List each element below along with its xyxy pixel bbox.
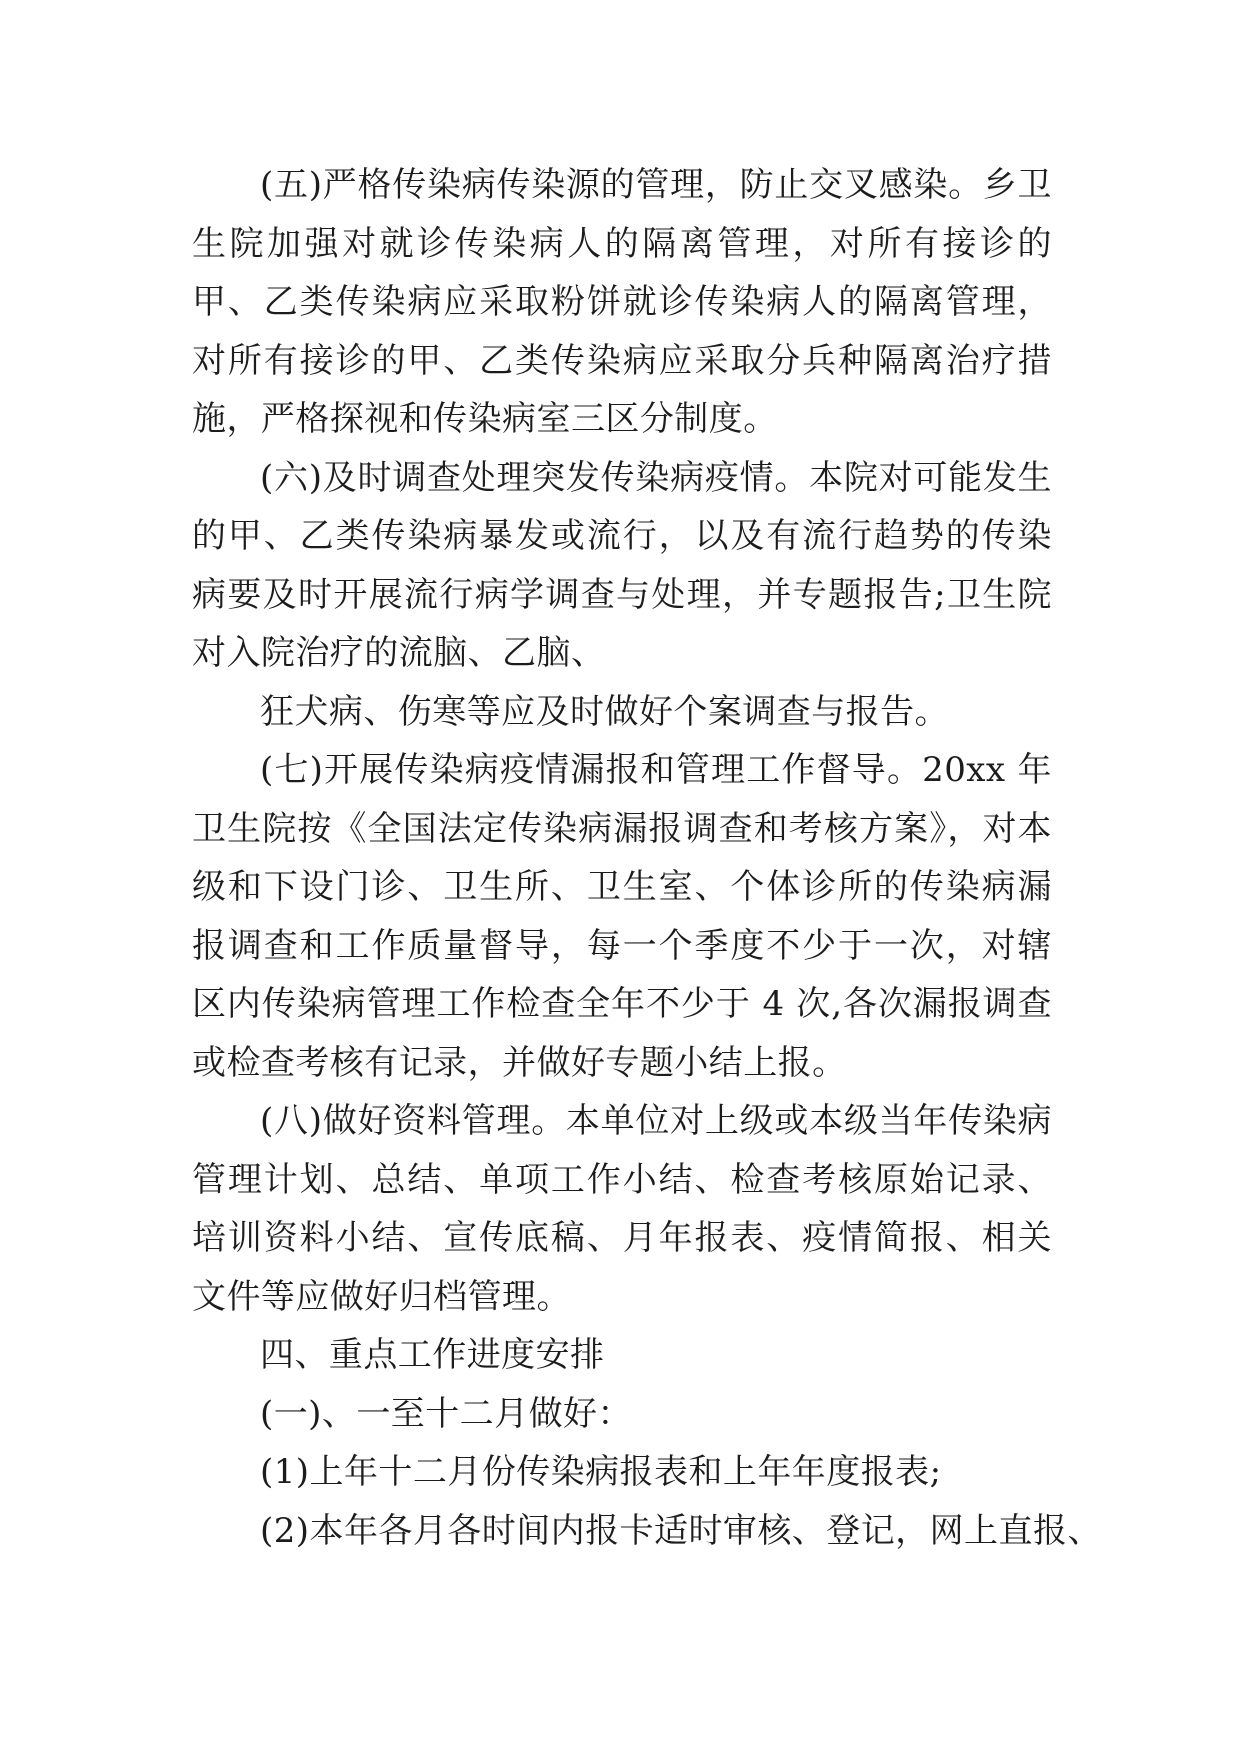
paragraph-case-investigation: 狂犬病、伤寒等应及时做好个案调查与报告。 xyxy=(260,691,949,732)
list-item-1: (1)上年十二月份传染病报表和上年年度报表; xyxy=(260,1452,942,1492)
paragraph-infection-source-management: (五)严格传染病传染源的管理，防止交叉感染。乡卫生院加强对就诊传染病人的隔离管理，对所有接诊的甲、乙类传染病应采取粉饼就诊传染病人的隔离管理，对所有接诊的甲、乙类传染病应采取分兵种隔离治疗措施，严格探视和传染病室三区分制度。 xyxy=(192,165,1052,439)
list-item-2: (2)本年各月各时间内报卡适时审核、登记，网上直报、 xyxy=(260,1510,1102,1551)
subsection-heading-monthly: (一)、一至十二月做好： xyxy=(260,1393,632,1434)
paragraph-records-management: (八)做好资料管理。本单位对上级或本级当年传染病管理计划、总结、单项工作小结、检查考核原始记录、培训资料小结、宣传底稿、月年报表、疫情简报、相关文件等应做好归档管理。 xyxy=(192,1101,1052,1317)
paragraph-underreporting-supervision: (七)开展传染病疫情漏报和管理工作督导。20xx 年卫生院按《全国法定传染病漏报调查和考核方案》，对本级和下设门诊、卫生所、卫生室、个体诊所的传染病漏报调查和工作质量督导，每一个季度不少于一次，对辖区内传染病管理工作检查全年不少于 4 次,各次漏报调查或检查考核有记录，并做好专题小结上报。 xyxy=(192,750,1052,1083)
document-body xyxy=(192,156,1102,1560)
paragraph-outbreak-investigation: (六)及时调查处理突发传染病疫情。本院对可能发生的甲、乙类传染病暴发或流行，以及有流行趋势的传染病要及时开展流行病学调查与处理，并专题报告;卫生院对入院治疗的流脑、乙脑、 xyxy=(192,457,1052,673)
section-heading-schedule: 四、重点工作进度安排 xyxy=(260,1335,605,1375)
